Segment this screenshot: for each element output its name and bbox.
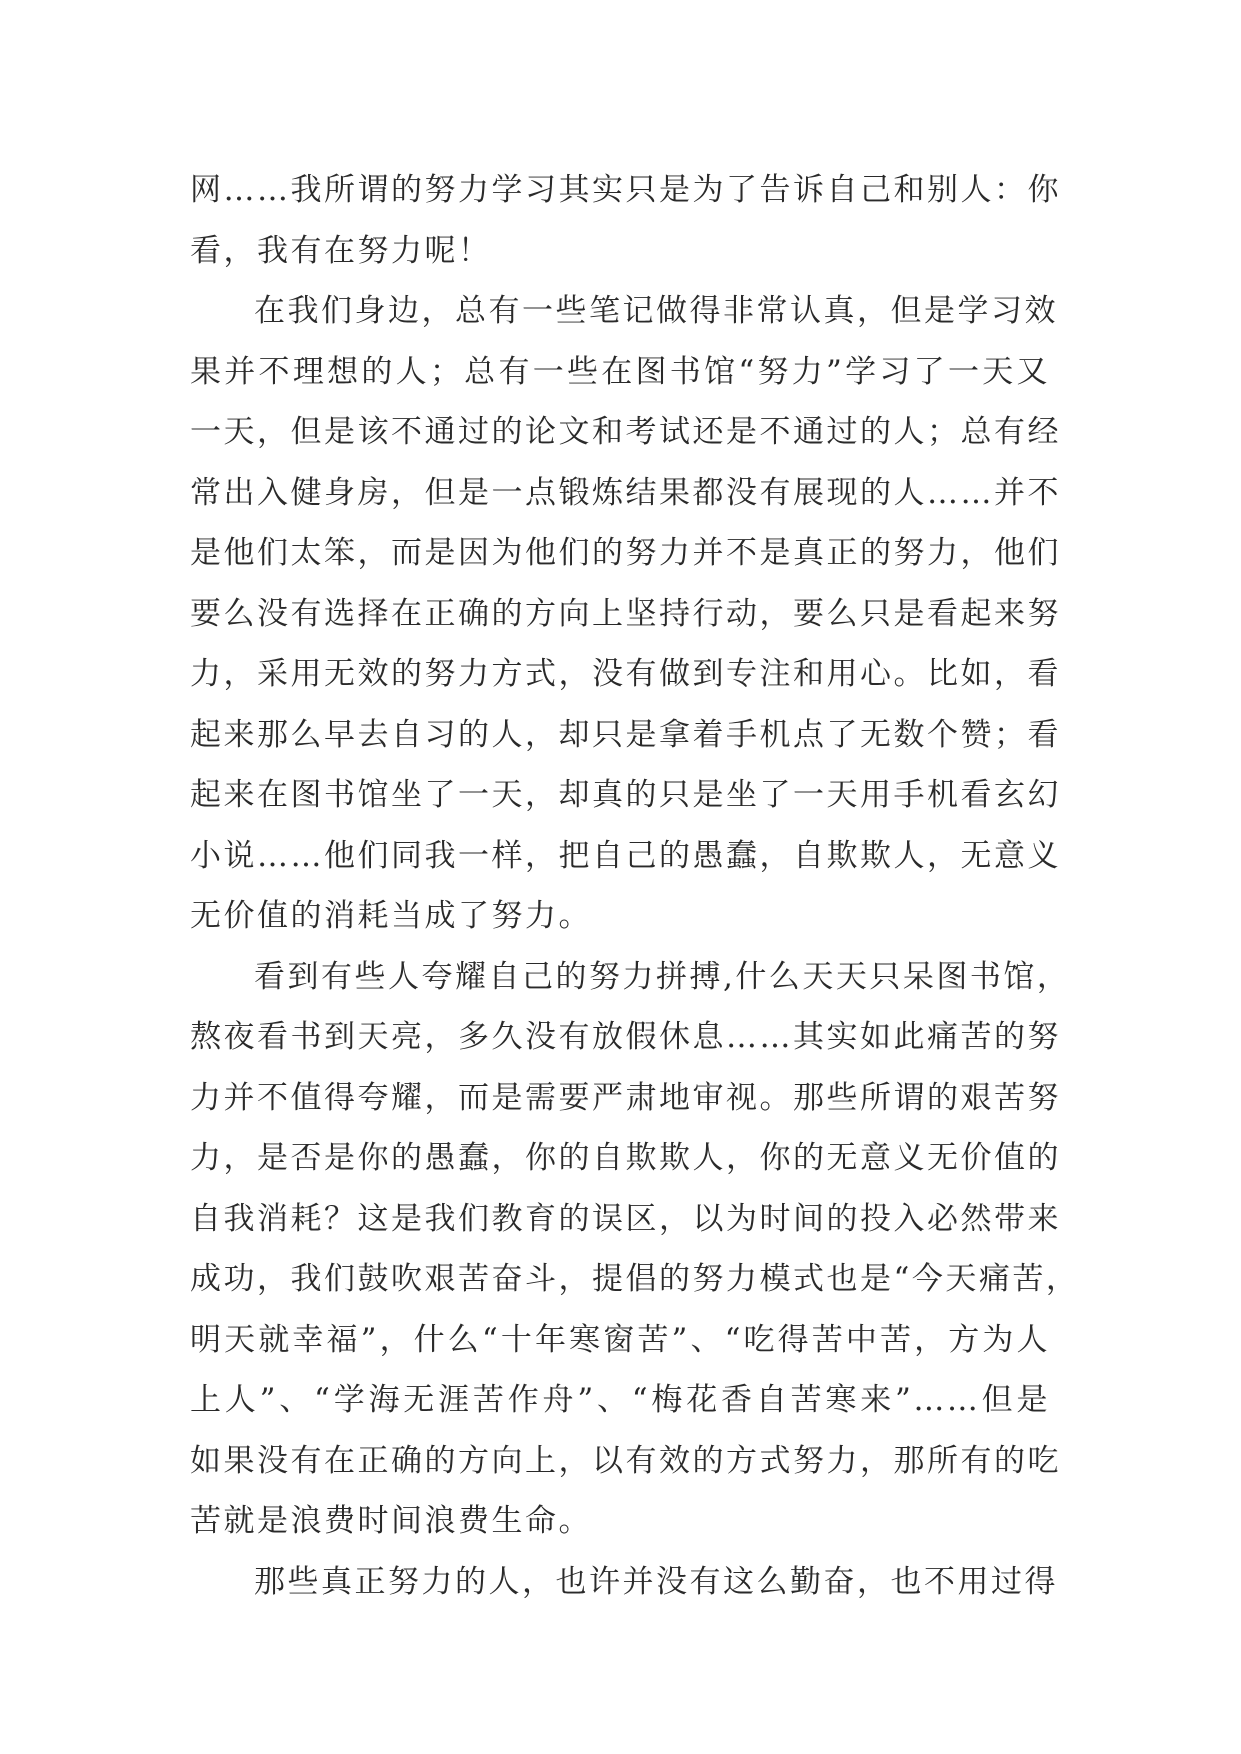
text-line: 起来那么早去自习的人，却只是拿着手机点了无数个赞；看 [190,716,1061,753]
text-line: 要么没有选择在正确的方向上坚持行动，要么只是看起来努 [190,595,1061,632]
text-line: 网……我所谓的努力学习其实只是为了告诉自己和别人：你 [190,172,1061,208]
text-line: 起来在图书馆坐了一天，却真的只是坐了一天用手机看玄幻 [190,777,1061,813]
text-line: 自我消耗？这是我们教育的误区，以为时间的投入必然带来 [190,1200,1061,1237]
paragraph-start-line: 看到有些人夸耀自己的努力拼搏,什么天天只呆图书馆， [254,958,1071,995]
text-line: 果并不理想的人；总有一些在图书馆“努力”学习了一天又 [190,353,1050,390]
document-body [190,160,1080,1612]
text-line: 一天，但是该不通过的论文和考试还是不通过的人；总有经 [190,414,1061,450]
text-line: 看，我有在努力呢！ [190,232,492,269]
text-line: 上人”、“学海无涯苦作舟”、“梅花香自苦寒来”……但是 [190,1382,1050,1418]
text-line: 无价值的消耗当成了努力。 [190,898,592,934]
text-line: 力并不值得夸耀，而是需要严肃地审视。那些所谓的艰苦努 [190,1079,1061,1116]
text-line: 是他们太笨，而是因为他们的努力并不是真正的努力，他们 [190,535,1061,571]
text-line: 明天就幸福”，什么“十年寒窗苦”、“吃得苦中苦，方为人 [190,1321,1050,1358]
paragraph-start-line: 那些真正努力的人，也许并没有这么勤奋，也不用过得 [254,1563,1058,1600]
text-line: 苦就是浪费时间浪费生命。 [190,1503,592,1539]
paragraph-start-line: 在我们身边，总有一些笔记做得非常认真，但是学习效 [254,293,1058,329]
text-line: 力，采用无效的努力方式，没有做到专注和用心。比如，看 [190,656,1061,692]
text-line: 常出入健身房，但是一点锻炼结果都没有展现的人……并不 [190,474,1061,511]
text-line: 成功，我们鼓吹艰苦奋斗，提倡的努力模式也是“今天痛苦， [190,1261,1080,1297]
text-line: 熬夜看书到天亮，多久没有放假休息……其实如此痛苦的努 [190,1019,1061,1055]
text-line: 小说……他们同我一样，把自己的愚蠢，自欺欺人，无意义 [190,837,1061,874]
text-line: 力，是否是你的愚蠢，你的自欺欺人，你的无意义无价值的 [190,1140,1061,1176]
text-line: 如果没有在正确的方向上，以有效的方式努力，那所有的吃 [190,1442,1061,1479]
